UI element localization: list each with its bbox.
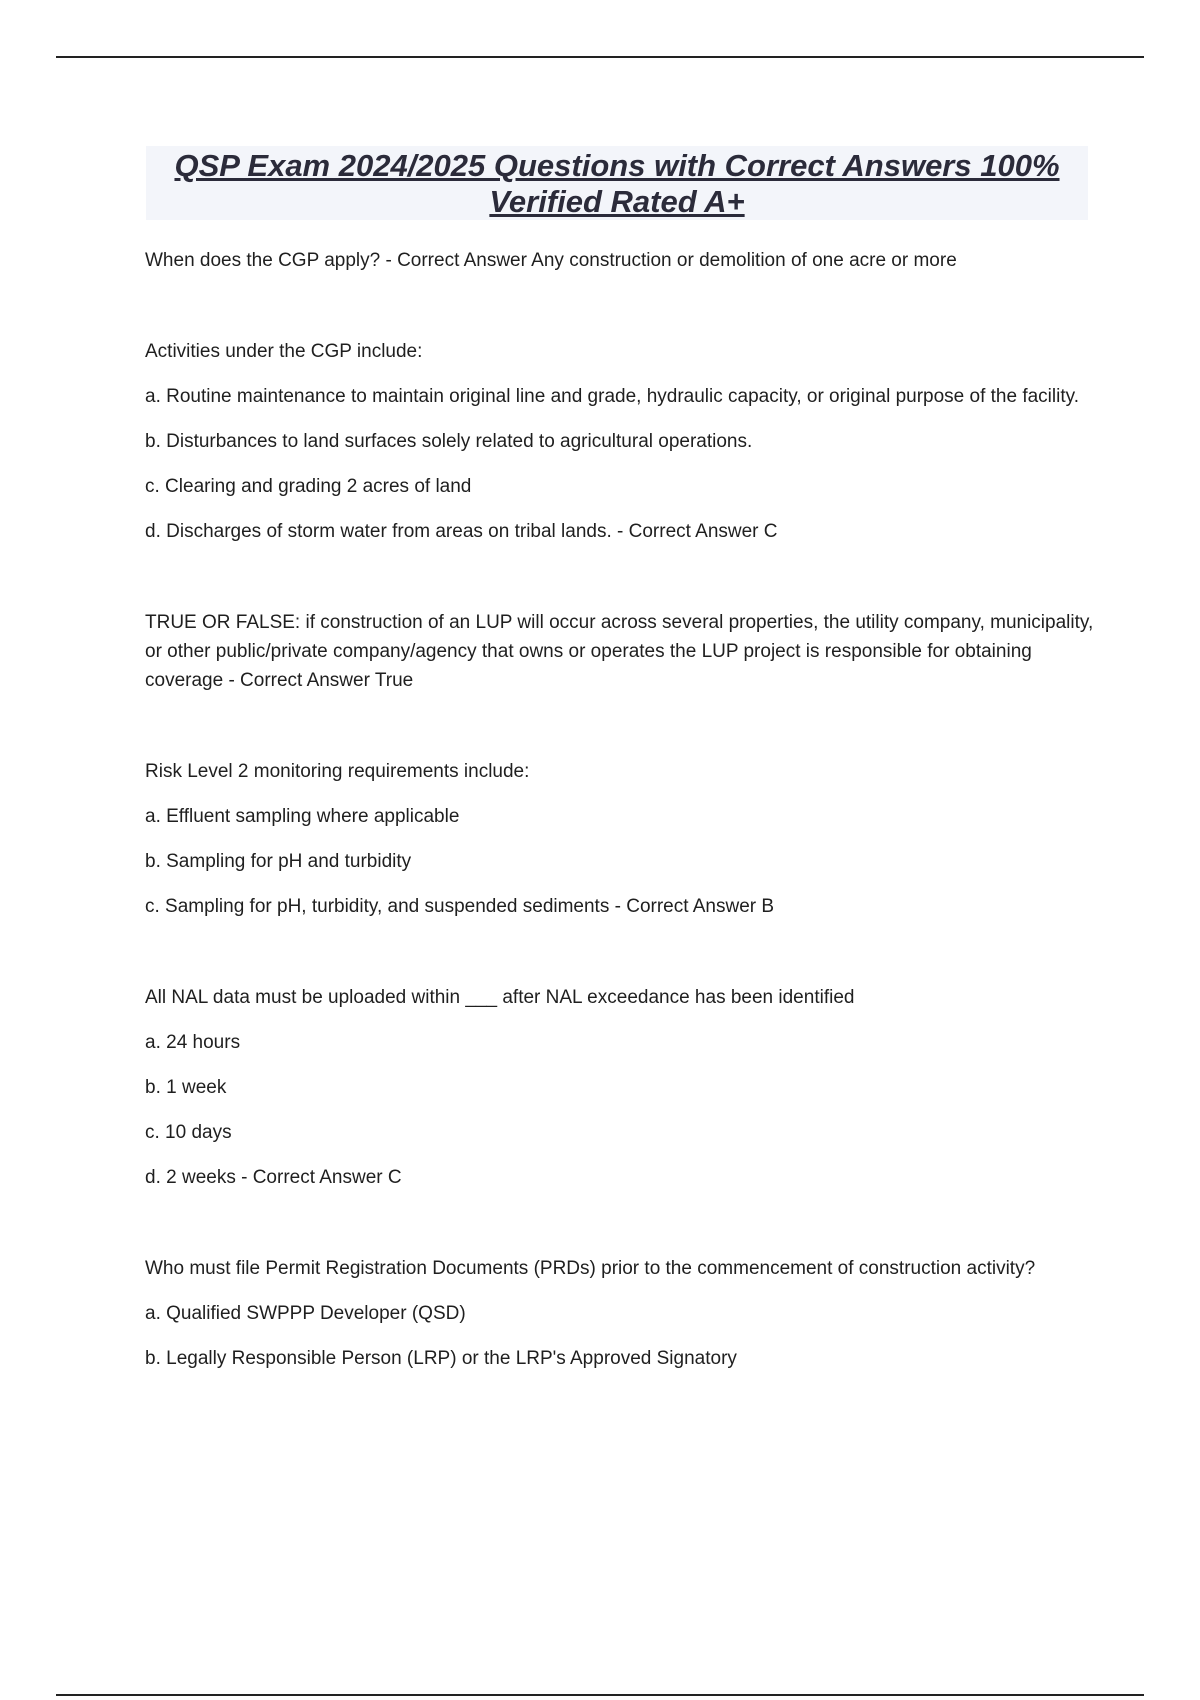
answer-option: a. 24 hours: [145, 1032, 241, 1053]
answer-option: a. Routine maintenance to maintain original line and grade, hydraulic capacity, or original purpose of the facility.: [145, 386, 1079, 407]
document-body: [145, 246, 1095, 1435]
answer-option: b. 1 week: [145, 1077, 227, 1098]
question-text: When does the CGP apply? - Correct Answer Any construction or demolition of one acre or more: [145, 250, 957, 271]
question-block: [145, 246, 1095, 275]
question-block: [145, 337, 1095, 546]
question-text: Risk Level 2 monitoring requirements include:: [145, 761, 530, 782]
question-block: [145, 608, 1095, 695]
title-line-1: QSP Exam 2024/2025 Questions with Correct Answers 100%: [174, 148, 1060, 183]
title-line-2: Verified Rated A+: [489, 184, 745, 219]
question-text: TRUE OR FALSE: if construction of an LUP will occur across several properties, the utility company, municipality, or other public/private company/agency that owns or operates the LUP project is responsible for obtaining coverage - Correct Answer True: [145, 612, 1094, 691]
document-title: [146, 146, 1088, 220]
answer-option: d. 2 weeks - Correct Answer C: [145, 1167, 402, 1188]
question-text: All NAL data must be uploaded within ___ after NAL exceedance has been identified: [145, 987, 855, 1008]
answer-option: c. Sampling for pH, turbidity, and suspended sediments - Correct Answer B: [145, 896, 775, 917]
question-text: Activities under the CGP include:: [145, 341, 423, 362]
page-bottom-rule: [56, 1694, 1144, 1696]
answer-option: b. Disturbances to land surfaces solely related to agricultural operations.: [145, 431, 753, 452]
answer-option: b. Sampling for pH and turbidity: [145, 851, 412, 872]
answer-option: a. Effluent sampling where applicable: [145, 806, 460, 827]
question-block: [145, 983, 1095, 1192]
question-block: [145, 757, 1095, 921]
question-text: Who must file Permit Registration Documents (PRDs) prior to the commencement of construction activity?: [145, 1258, 1036, 1279]
page-top-rule: [56, 56, 1144, 58]
answer-option: d. Discharges of storm water from areas on tribal lands. - Correct Answer C: [145, 521, 778, 542]
answer-option: b. Legally Responsible Person (LRP) or the LRP's Approved Signatory: [145, 1348, 737, 1369]
question-block: [145, 1254, 1095, 1373]
answer-option: c. Clearing and grading 2 acres of land: [145, 476, 472, 497]
answer-option: a. Qualified SWPPP Developer (QSD): [145, 1303, 466, 1324]
answer-option: c. 10 days: [145, 1122, 232, 1143]
